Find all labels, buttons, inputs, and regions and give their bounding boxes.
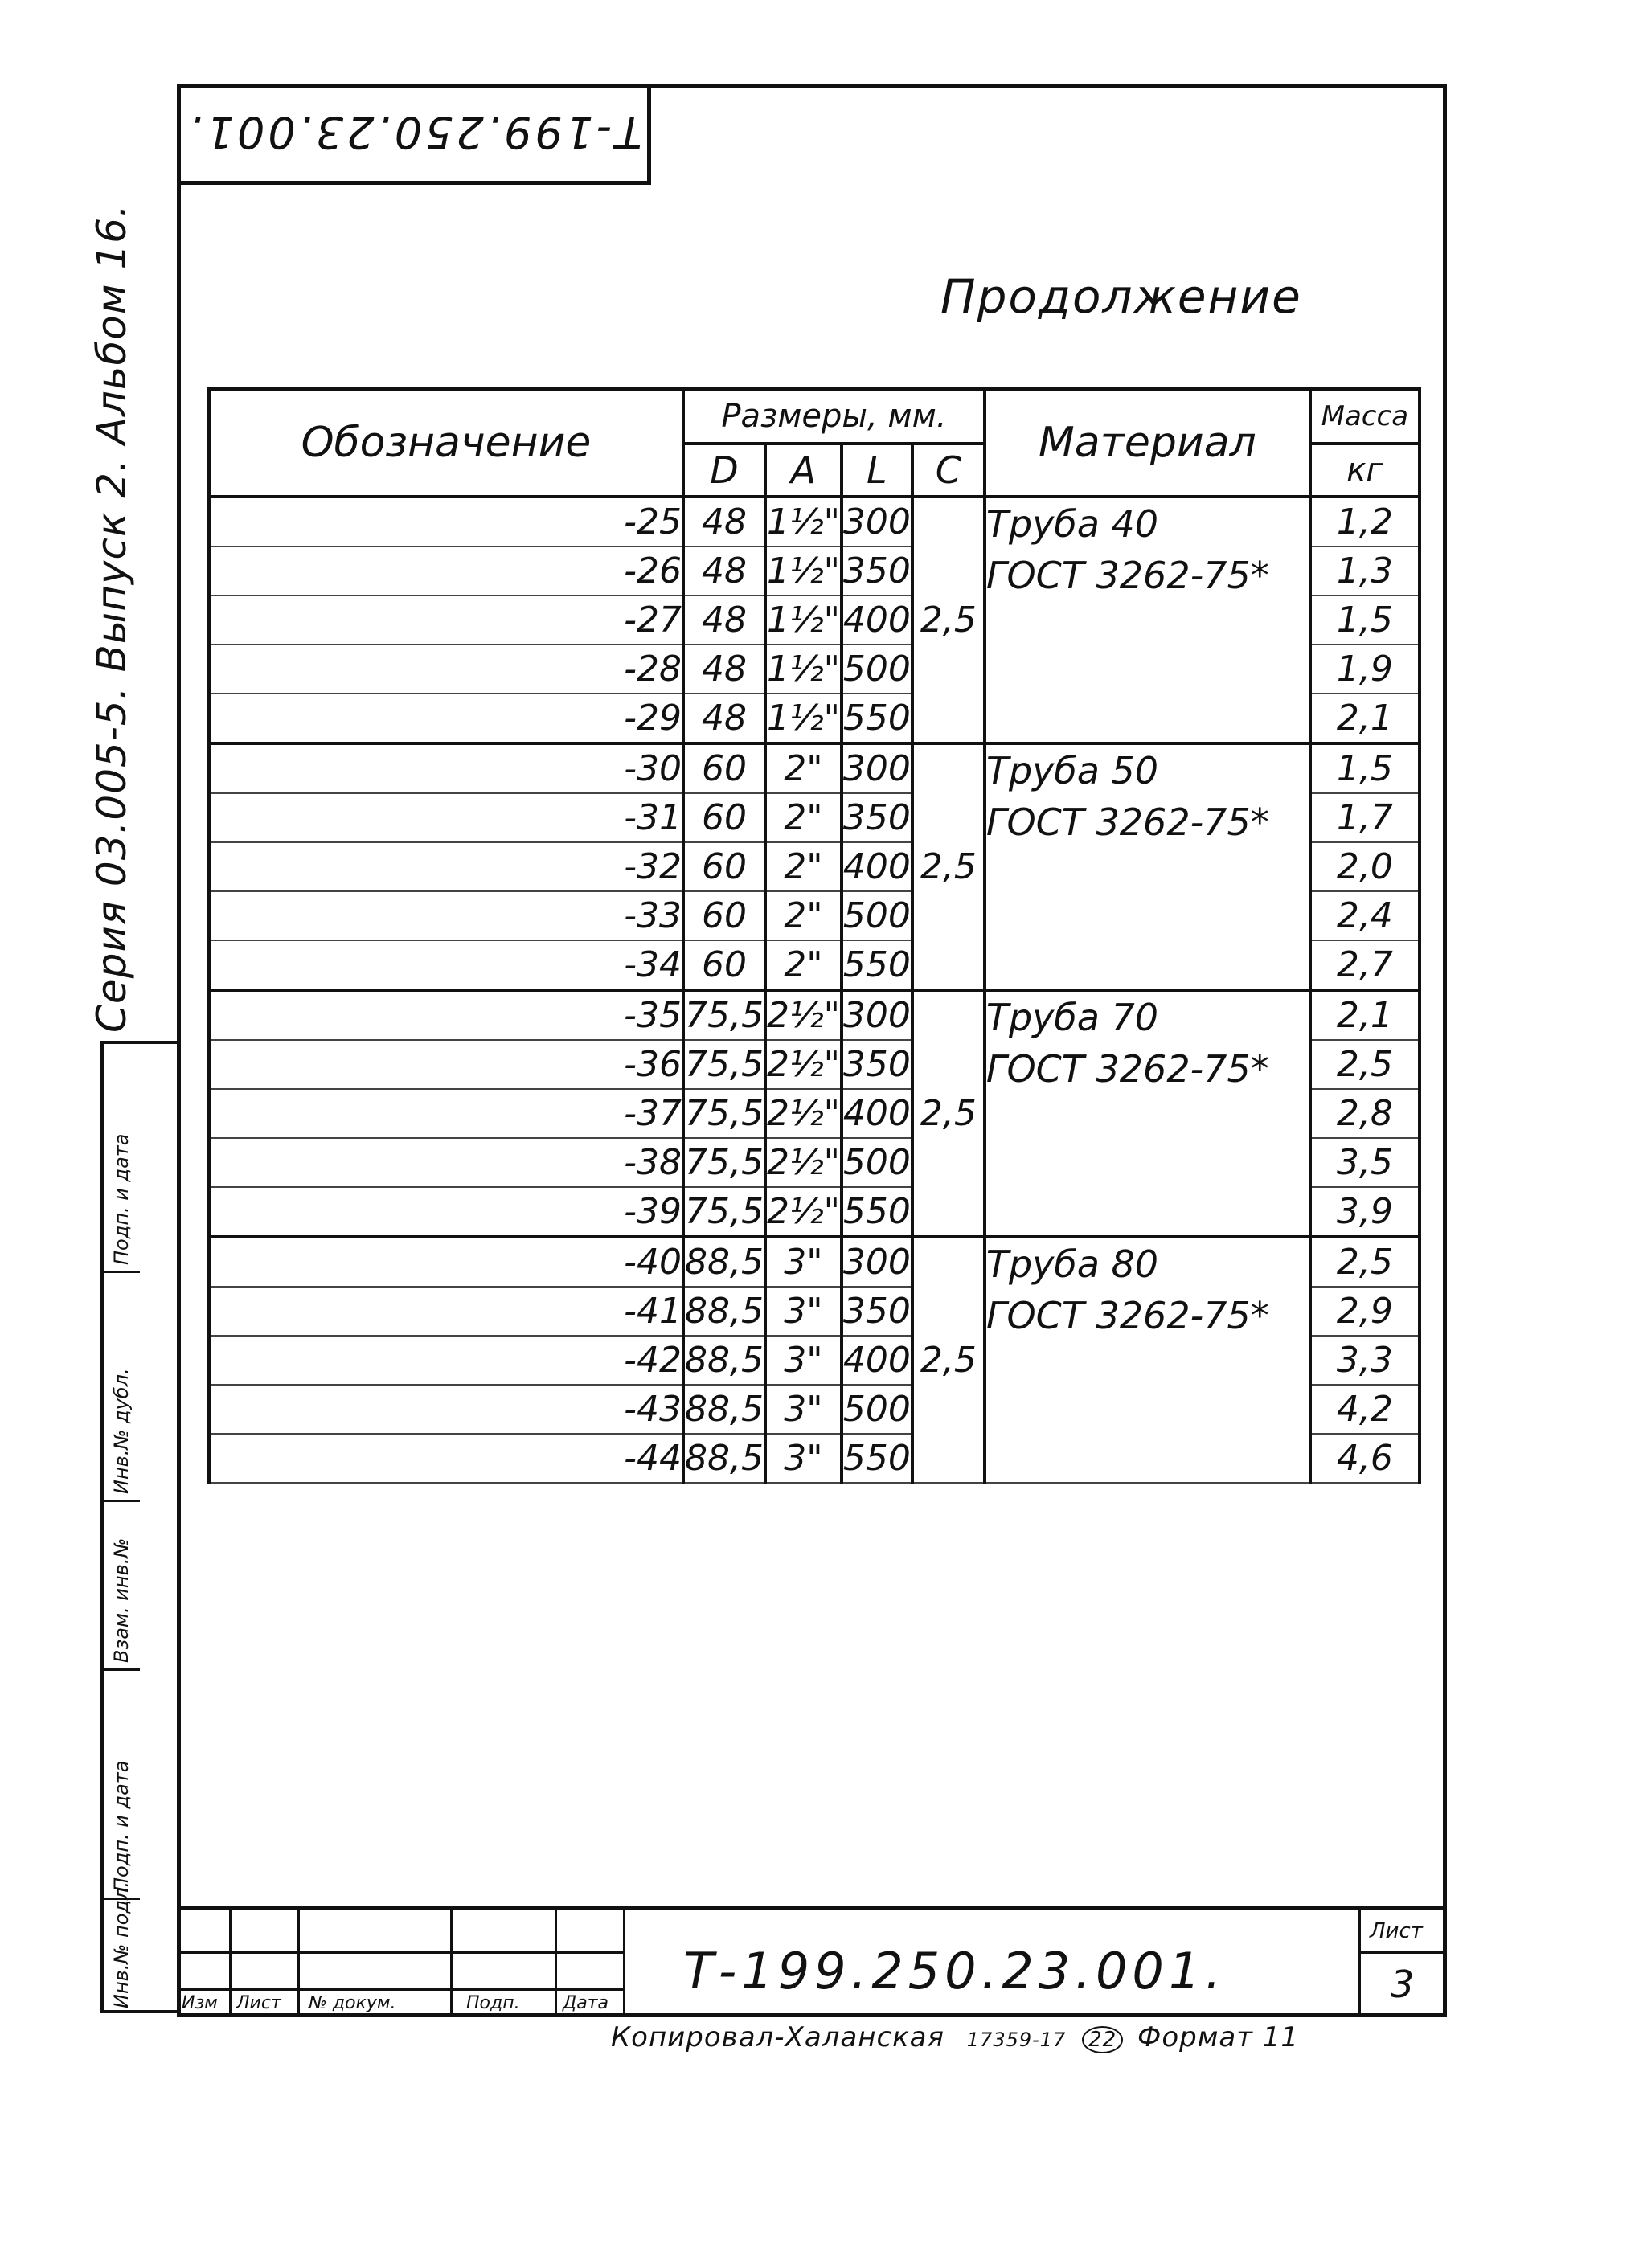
strip-label: Подп. и дата: [110, 1133, 133, 1265]
header-a: A: [765, 444, 842, 497]
cell-a: 1½": [765, 645, 842, 694]
cell-d: 48: [683, 596, 765, 645]
table-body: [209, 497, 1420, 1483]
cell-l: 550: [842, 1434, 912, 1483]
cell-a: 2½": [765, 990, 842, 1040]
cell-mass: 2,5: [1310, 1237, 1420, 1287]
cell-material: [985, 743, 1310, 990]
cell-mass: 3,9: [1310, 1187, 1420, 1237]
cell-a: 2½": [765, 1187, 842, 1237]
cell-c: 2,5: [912, 497, 985, 743]
copied-by: Копировал-Халанская: [611, 2021, 944, 2053]
title-block-line: [297, 1910, 300, 2017]
header-designation: Обозначение: [209, 389, 683, 497]
material-standard: ГОСТ 3262-75*: [985, 554, 1269, 597]
cell-d: 75,5: [683, 1040, 765, 1089]
title-col-label: Лист: [236, 1993, 281, 2013]
cell-designation: -35: [209, 990, 683, 1040]
material-name: Труба 80: [985, 1242, 1159, 1286]
cell-mass: 2,1: [1310, 990, 1420, 1040]
page-heading: Продолжение: [940, 269, 1302, 324]
cell-mass: 1,5: [1310, 743, 1420, 793]
cell-l: 400: [842, 842, 912, 891]
sheet-number: 3: [1391, 1963, 1415, 2006]
header-material: Материал: [985, 389, 1310, 497]
cell-designation: -32: [209, 842, 683, 891]
left-stamp-strip: [100, 1041, 181, 2013]
table-row: [209, 497, 1420, 547]
header-mass: Масса: [1310, 389, 1420, 444]
cell-mass: 2,4: [1310, 891, 1420, 940]
cell-d: 75,5: [683, 1138, 765, 1187]
title-block-line: [1358, 1910, 1361, 2017]
cell-l: 550: [842, 940, 912, 990]
cell-c: 2,5: [912, 1237, 985, 1483]
circled-number: 22: [1082, 2026, 1123, 2053]
cell-mass: 2,0: [1310, 842, 1420, 891]
cell-l: 550: [842, 1187, 912, 1237]
cell-designation: -39: [209, 1187, 683, 1237]
header-l: L: [842, 444, 912, 497]
cell-material: [985, 1237, 1310, 1483]
cell-c: 2,5: [912, 743, 985, 990]
cell-d: 60: [683, 891, 765, 940]
cell-a: 2½": [765, 1138, 842, 1187]
cell-designation: -27: [209, 596, 683, 645]
strip-label: Инв.№ дубл.: [110, 1368, 133, 1494]
strip-label: Подп. и дата: [110, 1760, 133, 1892]
strip-cell: [104, 1671, 140, 1900]
cell-l: 300: [842, 990, 912, 1040]
cell-l: 300: [842, 1237, 912, 1287]
cell-designation: -33: [209, 891, 683, 940]
strip-cell: [104, 1273, 140, 1502]
cell-l: 350: [842, 547, 912, 596]
cell-mass: 2,7: [1310, 940, 1420, 990]
cell-designation: -31: [209, 793, 683, 842]
cell-d: 75,5: [683, 1187, 765, 1237]
cell-designation: -26: [209, 547, 683, 596]
title-block-line: [450, 1910, 453, 2017]
cell-a: 3": [765, 1385, 842, 1434]
strip-cell: [104, 1881, 140, 2013]
cell-l: 500: [842, 1385, 912, 1434]
cell-designation: -41: [209, 1287, 683, 1336]
cell-l: 400: [842, 596, 912, 645]
title-block-line: [623, 1910, 625, 2017]
header-d: D: [683, 444, 765, 497]
sheet-label: Лист: [1370, 1919, 1423, 1943]
cell-mass: 4,2: [1310, 1385, 1420, 1434]
cell-material: [985, 497, 1310, 743]
cell-a: 3": [765, 1287, 842, 1336]
cell-l: 500: [842, 1138, 912, 1187]
cell-mass: 1,9: [1310, 645, 1420, 694]
cell-c: 2,5: [912, 990, 985, 1237]
cell-designation: -29: [209, 694, 683, 743]
cell-designation: -36: [209, 1040, 683, 1089]
title-block: [177, 1906, 1447, 2017]
cell-designation: -30: [209, 743, 683, 793]
material-standard: ГОСТ 3262-75*: [985, 1294, 1269, 1337]
cell-l: 350: [842, 1040, 912, 1089]
cell-a: 2": [765, 940, 842, 990]
cell-d: 88,5: [683, 1336, 765, 1385]
cell-d: 48: [683, 694, 765, 743]
title-col-label: Подп.: [466, 1993, 520, 2013]
cell-a: 2": [765, 842, 842, 891]
cell-a: 3": [765, 1237, 842, 1287]
cell-mass: 1,2: [1310, 497, 1420, 547]
cell-d: 88,5: [683, 1434, 765, 1483]
title-block-line: [229, 1910, 232, 2017]
cell-mass: 2,1: [1310, 694, 1420, 743]
cell-d: 75,5: [683, 990, 765, 1040]
cell-mass: 1,3: [1310, 547, 1420, 596]
cell-a: 2": [765, 793, 842, 842]
title-block-line: [1358, 1951, 1443, 1954]
cell-l: 400: [842, 1336, 912, 1385]
header-mass-unit: кг: [1310, 444, 1420, 497]
cell-d: 88,5: [683, 1385, 765, 1434]
cell-mass: 3,5: [1310, 1138, 1420, 1187]
title-col-label: № докум.: [309, 1993, 396, 2013]
strip-label: Взам. инв.№: [110, 1537, 133, 1663]
series-label: Серия 03.005-5. Выпуск 2. Альбом 16.: [88, 203, 135, 1033]
material-standard: ГОСТ 3262-75*: [985, 1047, 1269, 1091]
cell-material: [985, 990, 1310, 1237]
cell-l: 500: [842, 645, 912, 694]
cell-designation: -43: [209, 1385, 683, 1434]
table-row: [209, 1237, 1420, 1287]
cell-a: 3": [765, 1336, 842, 1385]
specification-table: [207, 387, 1421, 1484]
cell-a: 2½": [765, 1040, 842, 1089]
material-name: Труба 50: [985, 749, 1159, 792]
cell-l: 550: [842, 694, 912, 743]
order-number: 17359-17: [966, 2029, 1067, 2051]
cell-a: 3": [765, 1434, 842, 1483]
cell-designation: -44: [209, 1434, 683, 1483]
material-standard: ГОСТ 3262-75*: [985, 800, 1269, 844]
cell-l: 350: [842, 1287, 912, 1336]
format-label: Формат 11: [1137, 2021, 1300, 2053]
cell-d: 48: [683, 547, 765, 596]
strip-cell: [104, 1502, 140, 1671]
title-block-line: [555, 1910, 557, 2017]
cell-designation: -38: [209, 1138, 683, 1187]
cell-l: 300: [842, 497, 912, 547]
cell-l: 350: [842, 793, 912, 842]
cell-a: 1½": [765, 547, 842, 596]
top-stamp: [177, 84, 651, 185]
cell-d: 48: [683, 497, 765, 547]
cell-a: 2½": [765, 1089, 842, 1138]
cell-mass: 2,5: [1310, 1040, 1420, 1089]
cell-d: 48: [683, 645, 765, 694]
top-stamp-number: Т-199.250.23.001.: [186, 107, 642, 158]
cell-designation: -25: [209, 497, 683, 547]
header-c: C: [912, 444, 985, 497]
cell-mass: 1,5: [1310, 596, 1420, 645]
cell-a: 1½": [765, 596, 842, 645]
cell-d: 75,5: [683, 1089, 765, 1138]
cell-designation: -40: [209, 1237, 683, 1287]
cell-mass: 3,3: [1310, 1336, 1420, 1385]
cell-mass: 2,9: [1310, 1287, 1420, 1336]
strip-cell: [104, 1044, 140, 1273]
cell-l: 400: [842, 1089, 912, 1138]
cell-designation: -34: [209, 940, 683, 990]
table-row: [209, 743, 1420, 793]
cell-designation: -28: [209, 645, 683, 694]
material-name: Труба 70: [985, 996, 1159, 1039]
strip-label: Инв.№ подл.: [110, 1881, 133, 2008]
table-row: [209, 990, 1420, 1040]
cell-a: 2": [765, 743, 842, 793]
cell-a: 2": [765, 891, 842, 940]
cell-d: 60: [683, 743, 765, 793]
title-col-label: Изм: [182, 1993, 218, 2013]
cell-mass: 2,8: [1310, 1089, 1420, 1138]
cell-d: 60: [683, 793, 765, 842]
copy-line: [611, 2021, 1299, 2053]
title-col-label: Дата: [563, 1993, 608, 2013]
header-dimensions: Размеры, мм.: [683, 389, 985, 444]
cell-designation: -42: [209, 1336, 683, 1385]
cell-a: 1½": [765, 694, 842, 743]
cell-d: 88,5: [683, 1237, 765, 1287]
cell-a: 1½": [765, 497, 842, 547]
cell-mass: 1,7: [1310, 793, 1420, 842]
cell-l: 500: [842, 891, 912, 940]
cell-l: 300: [842, 743, 912, 793]
cell-mass: 4,6: [1310, 1434, 1420, 1483]
material-name: Труба 40: [985, 502, 1159, 546]
cell-designation: -37: [209, 1089, 683, 1138]
cell-d: 88,5: [683, 1287, 765, 1336]
cell-d: 60: [683, 842, 765, 891]
cell-d: 60: [683, 940, 765, 990]
document-number: Т-199.250.23.001.: [683, 1942, 1226, 2000]
